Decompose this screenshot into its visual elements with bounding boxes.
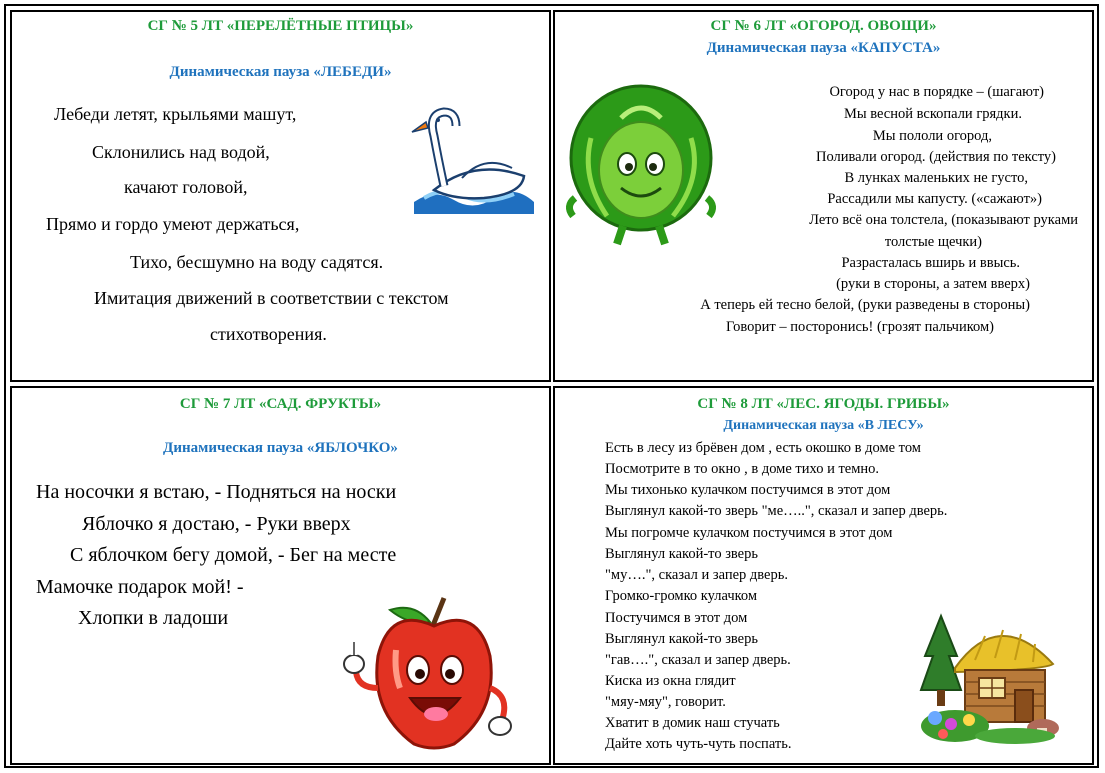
poem-line: Есть в лесу из брёвен дом , есть окошко в доме том: [605, 440, 921, 456]
card-subtitle: Динамическая пауза «КАПУСТА»: [706, 40, 941, 56]
card-title: СГ № 6 ЛТ «ОГОРОД. ОВОЩИ»: [710, 18, 937, 34]
card-subtitle: Динамическая пауза «ЛЕБЕДИ»: [169, 64, 392, 80]
poem-line: стихотворения.: [210, 324, 327, 344]
apple-illustration: [334, 592, 530, 762]
poem-line: толстые щечки): [884, 234, 982, 250]
card-subtitle: Динамическая пауза «В ЛЕСУ»: [723, 418, 924, 433]
poem-line: Говорит – посторонись! (грозят пальчиком): [726, 319, 994, 335]
poem-line: Киска из окна глядит: [605, 673, 736, 689]
poem-line: Дайте хоть чуть-чуть поспать.: [605, 736, 792, 752]
poem-line: "му….", сказал и запер дверь.: [605, 567, 788, 583]
poem-line: Имитация движений в соответствии с текстом: [94, 288, 449, 308]
poem-line: "мяу-мяу", говорит.: [605, 694, 726, 710]
poem-line: Громко-громко кулачком: [605, 588, 758, 604]
poem-line: В лунках маленьких не густо,: [844, 170, 1028, 186]
card-title: СГ № 5 ЛТ «ПЕРЕЛЁТНЫЕ ПТИЦЫ»: [147, 18, 414, 34]
poem-line: А теперь ей тесно белой, (руки разведены в стороны): [700, 297, 1030, 313]
poem-line: С яблочком бегу домой, - Бег на месте: [70, 544, 397, 566]
poem-line: Поливали огород. (действия по тексту): [816, 149, 1056, 165]
poem-line: Выглянул какой-то зверь: [605, 631, 758, 647]
poem-line: Выглянул какой-то зверь: [605, 546, 758, 562]
poem-line: Склонились над водой,: [92, 142, 270, 162]
poem-line: Хлопки в ладоши: [78, 607, 229, 629]
card-subtitle: Динамическая пауза «ЯБЛОЧКО»: [163, 440, 398, 456]
poem-line: Лебеди летят, крыльями машут,: [54, 104, 297, 124]
poem-line: Мамочке подарок мой! -: [36, 576, 244, 598]
poem-line: "гав….", сказал и запер дверь.: [605, 652, 791, 668]
poem-line: (руки в стороны, а затем вверх): [836, 276, 1030, 292]
poem-line: На носочки я встаю, - Подняться на носки: [36, 481, 397, 503]
poem-line: Лето всё она толстела, (показывают руками: [809, 212, 1078, 228]
poem-line: Разрасталась вширь и ввысь.: [841, 255, 1020, 271]
card-apple: [10, 386, 551, 765]
poem-line: Постучимся в этот дом: [605, 610, 748, 626]
card-title: СГ № 8 ЛТ «ЛЕС. ЯГОДЫ. ГРИБЫ»: [697, 396, 950, 412]
card-cabbage: [553, 10, 1094, 382]
poem-line: Посмотрите в то окно , в доме тихо и темно.: [605, 461, 880, 477]
card-swans: [10, 10, 551, 382]
poem-line: Рассадили мы капусту. («сажают»): [827, 191, 1042, 207]
card-forest: [553, 386, 1094, 765]
swan-illustration: [404, 98, 540, 218]
cabbage-illustration: [561, 78, 721, 248]
poem-line: Мы погромче кулачком постучимся в этот дом: [605, 525, 893, 541]
poem-line: Выглянул какой-то зверь "ме…..", сказал и запер дверь.: [605, 503, 948, 519]
poem-line: Хватит в домик наш стучать: [605, 715, 780, 731]
poem-line: Яблочко я достаю, - Руки вверх: [82, 513, 351, 535]
poem-line: Огород у нас в порядке – (шагают): [829, 84, 1044, 100]
poem-line: Прямо и гордо умеют держаться,: [46, 214, 300, 234]
poem-line: Мы весной вскопали грядки.: [843, 106, 1022, 122]
card-title: СГ № 7 ЛТ «САД. ФРУКТЫ»: [179, 396, 382, 412]
poem-line: Мы пололи огород,: [872, 128, 992, 144]
forest-house-illustration: [915, 606, 1065, 746]
poem-line: Тихо, бесшумно на воду садятся.: [130, 252, 384, 272]
poem-line: качают головой,: [124, 177, 248, 197]
poem-line: Мы тихонько кулачком постучимся в этот дом: [605, 482, 891, 498]
